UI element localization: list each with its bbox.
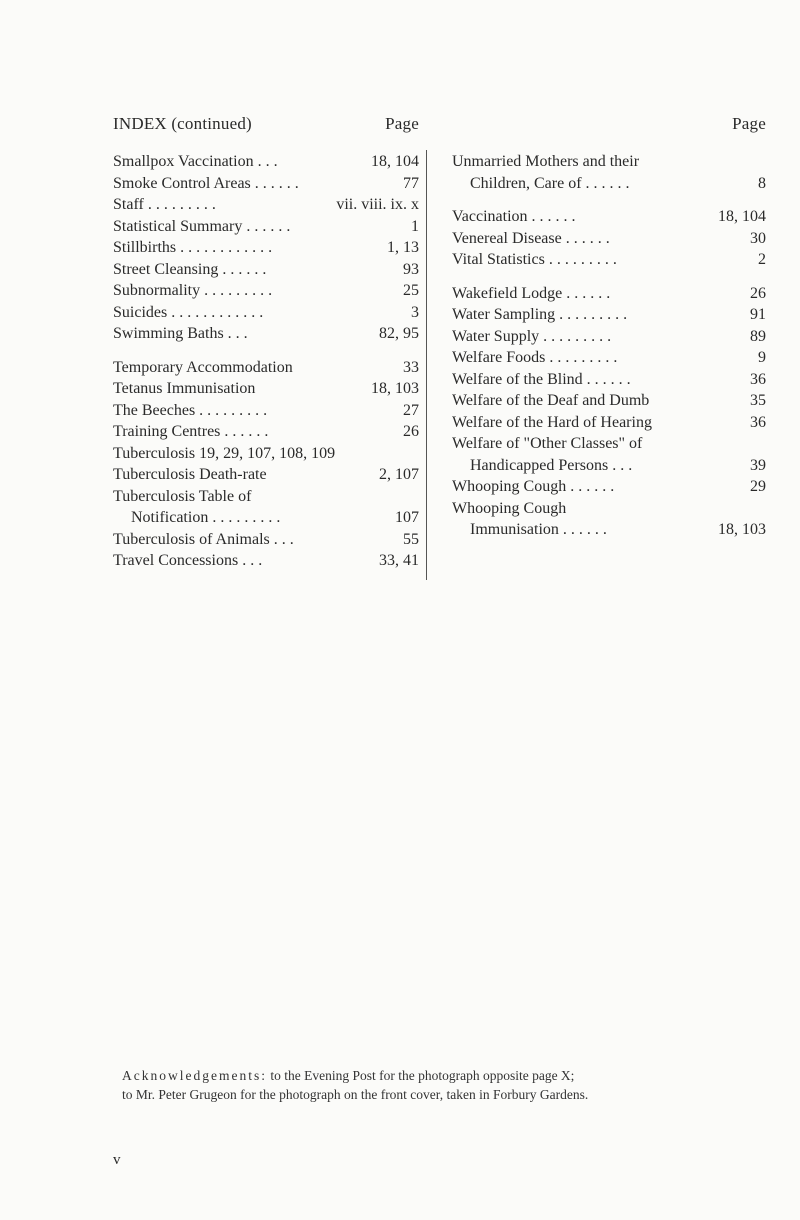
- index-entry: Tuberculosis Table of: [113, 487, 252, 505]
- index-entry: Tuberculosis 19, 29, 107, 108, 109: [113, 444, 336, 462]
- index-entry: Welfare Foods . . . . . . . . . 9: [452, 349, 766, 366]
- index-entry: Children, Care of . . . . . . 8: [470, 174, 766, 192]
- index-entry: Welfare of the Hard of Hearing 36: [452, 413, 766, 431]
- index-entry: Smoke Control Areas . . . . . . 77: [113, 174, 419, 192]
- acknowledgements-line-2: to Mr. Peter Grugeon for the photograph on the front cover, taken in Forbury Gardens.: [122, 1087, 589, 1102]
- index-entry: Welfare of "Other Classes" of: [452, 435, 643, 452]
- index-entry: Venereal Disease . . . . . . 30: [452, 229, 766, 247]
- index-entry: Wakefield Lodge . . . . . . 26: [452, 284, 766, 302]
- index-entry: Stillbirths . . . . . . . . . . . . 1, 13: [113, 239, 419, 256]
- index-entry: Whooping Cough . . . . . . 29: [452, 478, 766, 495]
- acknowledgements: [122, 1066, 762, 1104]
- index-entry: Statistical Summary . . . . . . 1: [113, 217, 419, 235]
- index-column-left: [113, 114, 419, 572]
- index-entry: The Beeches . . . . . . . . . 27: [113, 401, 419, 419]
- index-entry: Welfare of the Deaf and Dumb 35: [452, 392, 766, 409]
- index-entry: Subnormality . . . . . . . . . 25: [113, 282, 419, 299]
- index-entry: Whooping Cough: [452, 499, 567, 517]
- index-entry: Tetanus Immunisation 18, 103: [113, 380, 419, 397]
- index-column-right: [452, 114, 766, 541]
- left-page-label: Page: [385, 114, 419, 133]
- index-entry: Temporary Accommodation 33: [113, 358, 419, 376]
- left-entries: [113, 151, 419, 572]
- right-entries: [452, 151, 766, 541]
- index-entry: Staff . . . . . . . . . vii. viii. ix. x: [113, 196, 419, 213]
- right-page-label: Page: [732, 114, 766, 133]
- index-entry: Vital Statistics . . . . . . . . . 2: [452, 251, 766, 268]
- index-entry: Suicides . . . . . . . . . . . . 3: [113, 303, 419, 321]
- index-entry: Tuberculosis Death-rate 2, 107: [113, 466, 419, 483]
- index-entry: Water Sampling . . . . . . . . . 91: [452, 306, 766, 323]
- index-entry: Immunisation . . . . . . 18, 103: [470, 521, 766, 538]
- index-title: INDEX (continued): [113, 114, 252, 133]
- index-entry: Notification . . . . . . . . . 107: [131, 509, 419, 526]
- index-entry: Handicapped Persons . . . 39: [470, 456, 766, 474]
- acknowledgements-line-1: to the Evening Post for the photograph opposite page X;: [270, 1068, 575, 1083]
- index-entry: Vaccination . . . . . . 18, 104: [452, 208, 766, 225]
- column-divider: [426, 150, 427, 580]
- index-entry: Tuberculosis of Animals . . . 55: [113, 530, 419, 548]
- index-entry: Travel Concessions . . . 33, 41: [113, 552, 419, 569]
- page-number: v: [113, 1152, 121, 1168]
- index-entry: Unmarried Mothers and their: [452, 153, 640, 170]
- acknowledgements-label: Acknowledgements:: [122, 1068, 267, 1083]
- left-header: [113, 114, 419, 142]
- index-entry: Water Supply . . . . . . . . . 89: [452, 327, 766, 345]
- index-entry: Street Cleansing . . . . . . 93: [113, 260, 419, 278]
- index-entry: Swimming Baths . . . 82, 95: [113, 325, 419, 342]
- index-entry: Training Centres . . . . . . 26: [113, 423, 419, 440]
- index-entry: Welfare of the Blind . . . . . . 36: [452, 370, 766, 388]
- right-header: [452, 114, 766, 142]
- index-entry: Smallpox Vaccination . . . 18, 104: [113, 153, 419, 170]
